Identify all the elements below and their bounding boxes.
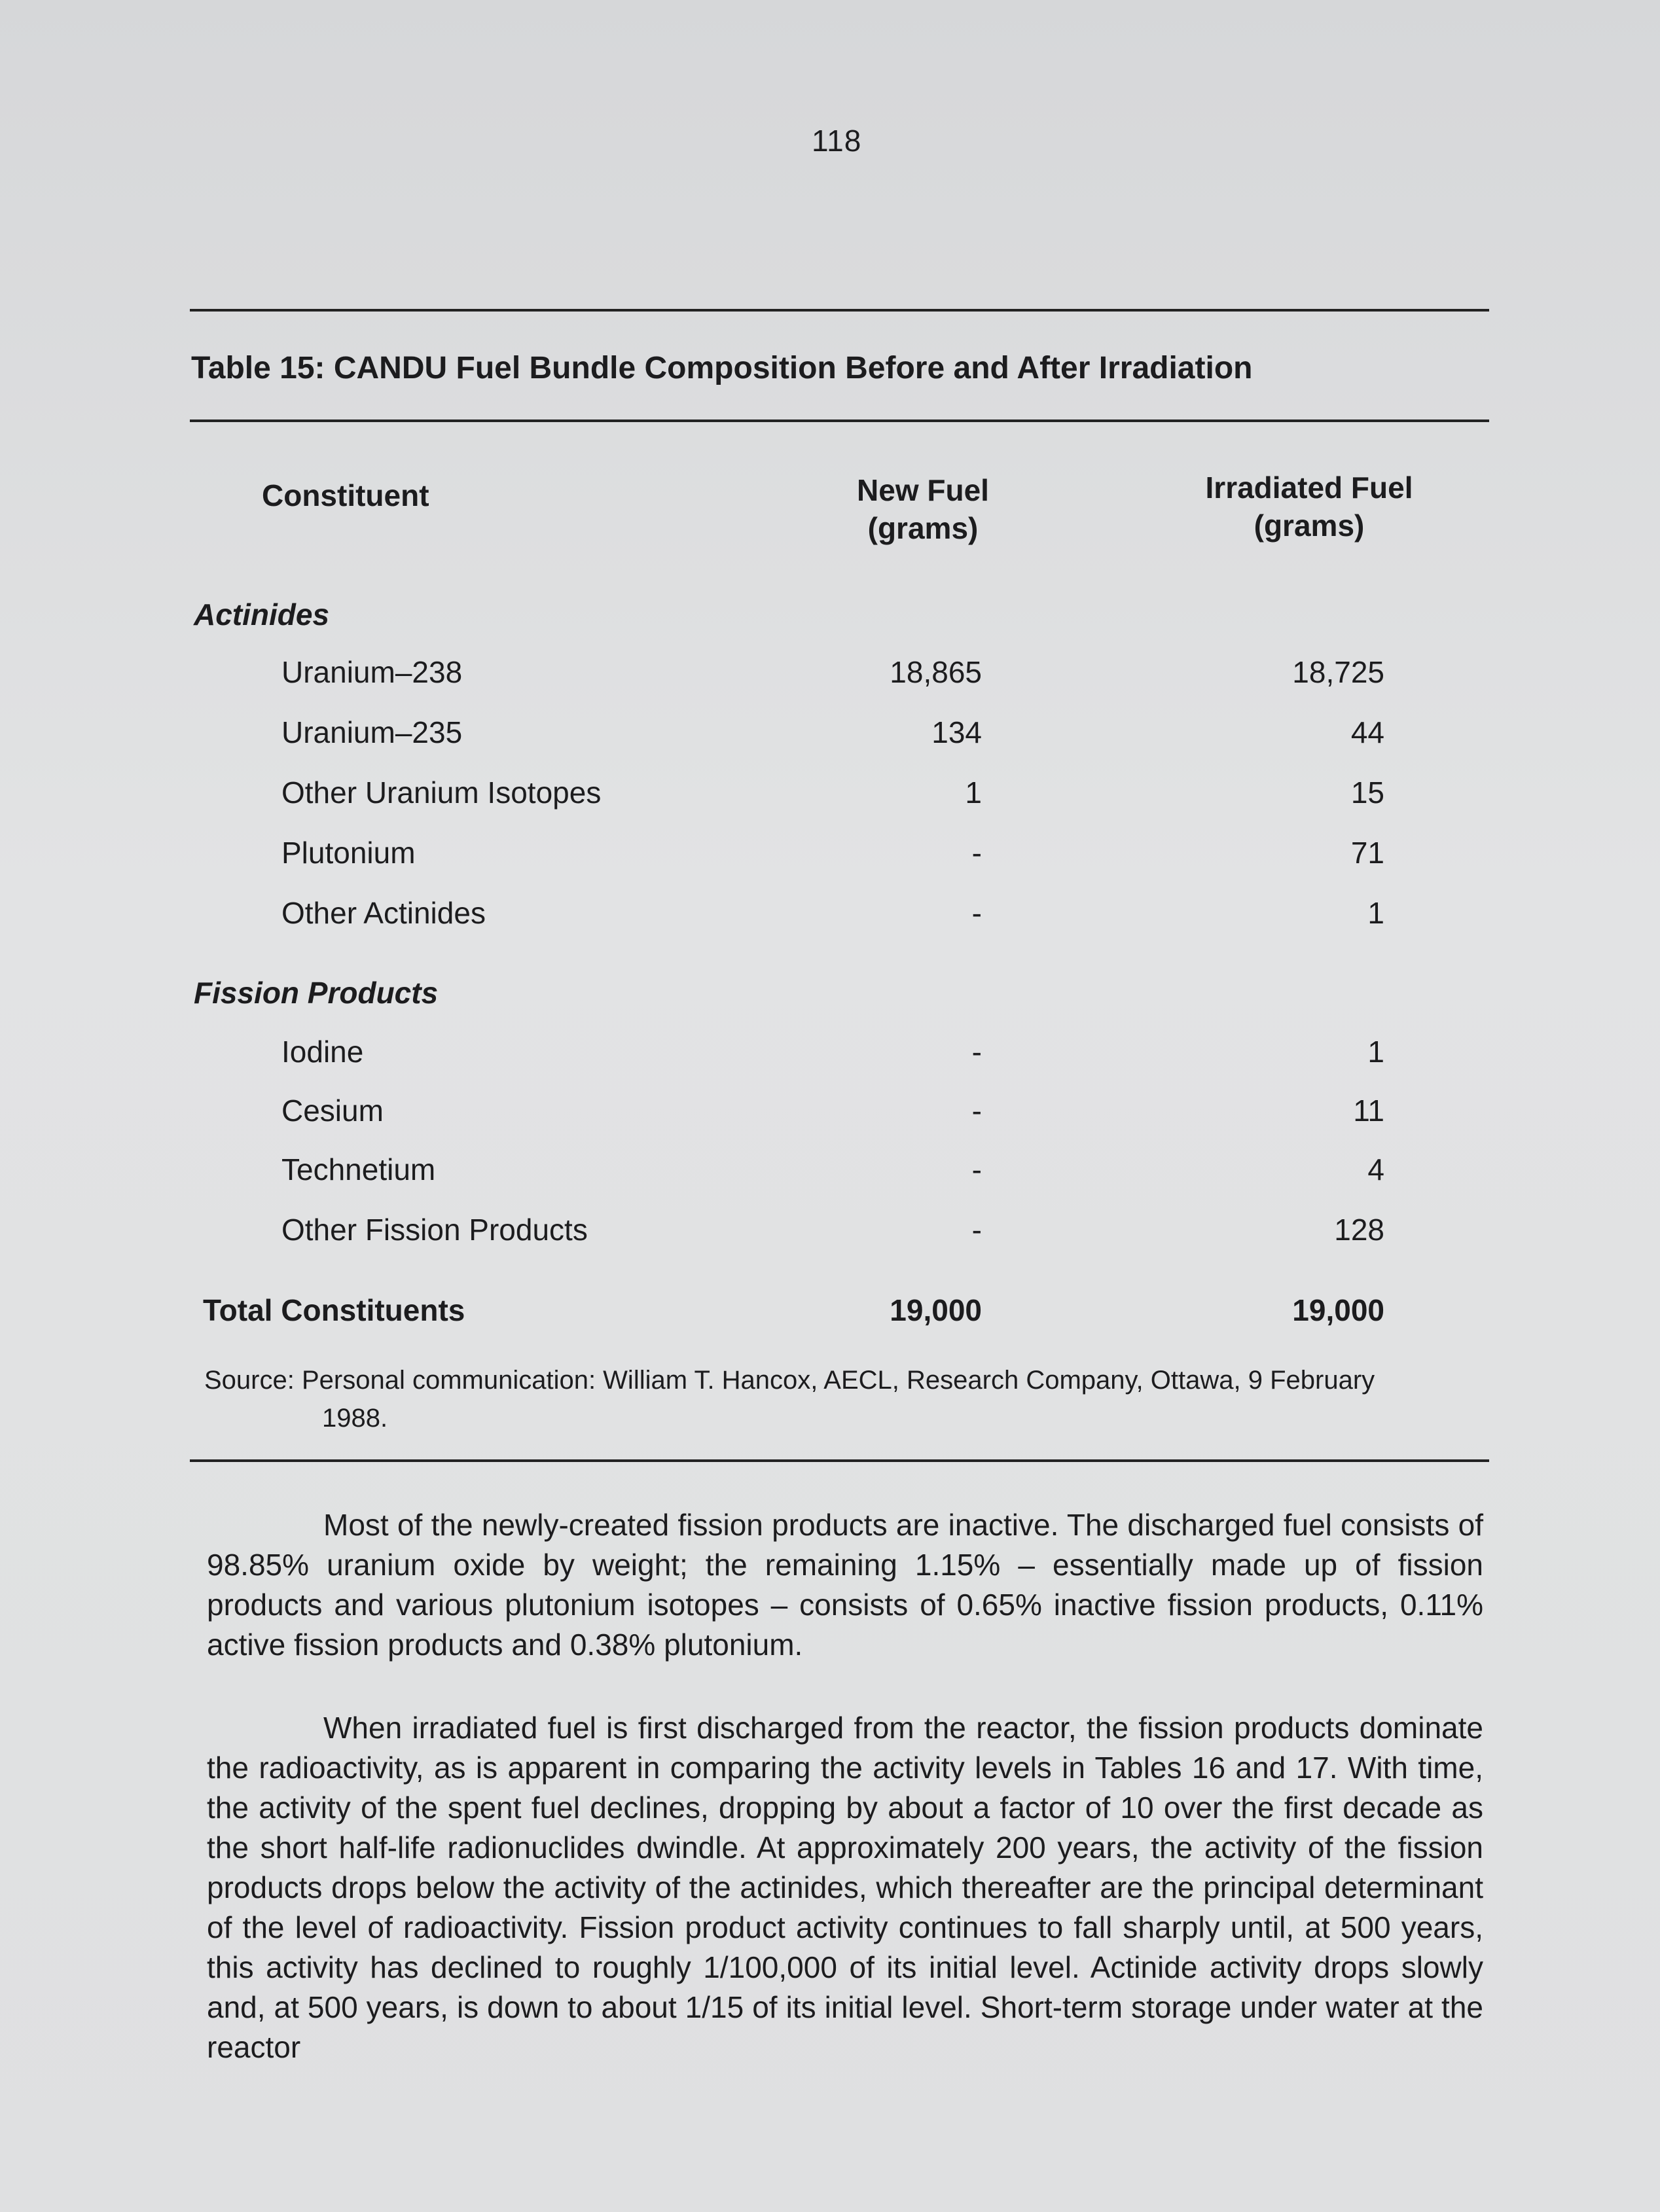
table-row — [0, 1152, 1660, 1191]
row-name: Other Fission Products — [281, 1213, 588, 1247]
table-top-rule — [190, 309, 1489, 312]
row-irradiated-fuel: 44 — [1350, 715, 1384, 749]
column-header-new-fuel-line1: New Fuel — [857, 473, 989, 507]
row-new-fuel: - — [971, 1213, 982, 1247]
table-bottom-rule — [190, 1459, 1489, 1462]
table-row — [0, 654, 1660, 694]
group-heading-actinides: Actinides — [194, 598, 330, 632]
table-row — [0, 835, 1660, 874]
row-new-fuel: - — [971, 1094, 982, 1128]
row-new-fuel: - — [971, 1035, 982, 1069]
row-name: Plutonium — [281, 836, 416, 870]
table-row — [0, 1034, 1660, 1073]
row-new-fuel: - — [971, 836, 982, 870]
column-header-constituent: Constituent — [262, 478, 429, 512]
body-paragraph — [207, 1505, 1483, 1665]
total-new-fuel: 19,000 — [890, 1293, 982, 1327]
row-name: Other Actinides — [281, 896, 486, 930]
row-new-fuel: 18,865 — [890, 655, 982, 689]
table-row — [0, 775, 1660, 814]
table-row — [0, 715, 1660, 754]
total-irradiated-fuel: 19,000 — [1292, 1293, 1384, 1327]
column-header-new-fuel — [785, 471, 1060, 547]
row-irradiated-fuel: 1 — [1367, 1035, 1384, 1069]
table-title-rule — [190, 419, 1489, 422]
column-header-irradiated-line2: (grams) — [1254, 508, 1365, 543]
paragraph-text: Most of the newly-created fission products are inactive. The discharged fuel consists of 98.85% uranium oxide by weight; the remaining 1.15% – essentially made up of fission products and various plutonium isotopes – consists of 0.65% inactive fission products, 0.11% active fission products and 0.38% plutonium. — [207, 1508, 1483, 1662]
row-new-fuel: - — [971, 1152, 982, 1186]
row-name: Cesium — [281, 1094, 384, 1128]
row-new-fuel: 134 — [931, 715, 982, 749]
page-number: 118 — [812, 124, 862, 158]
table-row — [0, 895, 1660, 935]
row-name: Iodine — [281, 1035, 364, 1069]
column-header-new-fuel-line2: (grams) — [867, 511, 979, 545]
row-name: Other Uranium Isotopes — [281, 776, 602, 810]
total-label: Total Constituents — [203, 1293, 465, 1327]
row-name: Uranium–235 — [281, 715, 463, 749]
row-irradiated-fuel: 71 — [1350, 836, 1384, 870]
row-irradiated-fuel: 18,725 — [1292, 655, 1384, 689]
source-line-2: 1988. — [322, 1404, 388, 1433]
row-irradiated-fuel: 15 — [1350, 776, 1384, 810]
row-new-fuel: - — [971, 896, 982, 930]
row-new-fuel: 1 — [965, 776, 982, 810]
table-row — [0, 1093, 1660, 1132]
column-header-irradiated-fuel — [1152, 469, 1466, 544]
source-line-1: Source: Personal communication: William T. Hancox, AECL, Research Company, Ottawa, 9 February — [204, 1366, 1375, 1395]
row-irradiated-fuel: 4 — [1367, 1152, 1384, 1186]
group-heading-fission-products: Fission Products — [194, 976, 439, 1010]
row-irradiated-fuel: 1 — [1367, 896, 1384, 930]
row-irradiated-fuel: 11 — [1353, 1094, 1384, 1128]
table-source-note — [204, 1361, 1481, 1437]
table-row — [0, 1212, 1660, 1251]
body-paragraph — [207, 1708, 1483, 2067]
paragraph-text: When irradiated fuel is first discharged from the reactor, the fission products dominate the radioactivity, as is apparent in comparing the activity levels in Tables 16 and 17. With time, the activity of the spent fuel declines, dropping by about a factor of 10 over the first decade as the short half-life radionuclides dwindle. At approximately 200 years, the activity of the fission products drops below the activity of the actinides, which thereafter are the principal determinant of the level of radioactivity. Fission product activity continues to fall sharply until, at 500 years, this activity has declined to roughly 1/100,000 of its initial level. Actinide activity drops slowly and, at 500 years, is down to about 1/15 of its initial level. Short-term storage under water at the reactor — [207, 1711, 1483, 2064]
table-title: Table 15: CANDU Fuel Bundle Composition Before and After Irradiation — [191, 351, 1253, 385]
row-name: Technetium — [281, 1152, 436, 1186]
column-header-irradiated-line1: Irradiated Fuel — [1205, 471, 1413, 505]
row-irradiated-fuel: 128 — [1334, 1213, 1384, 1247]
row-name: Uranium–238 — [281, 655, 463, 689]
table-total-row — [0, 1293, 1660, 1332]
